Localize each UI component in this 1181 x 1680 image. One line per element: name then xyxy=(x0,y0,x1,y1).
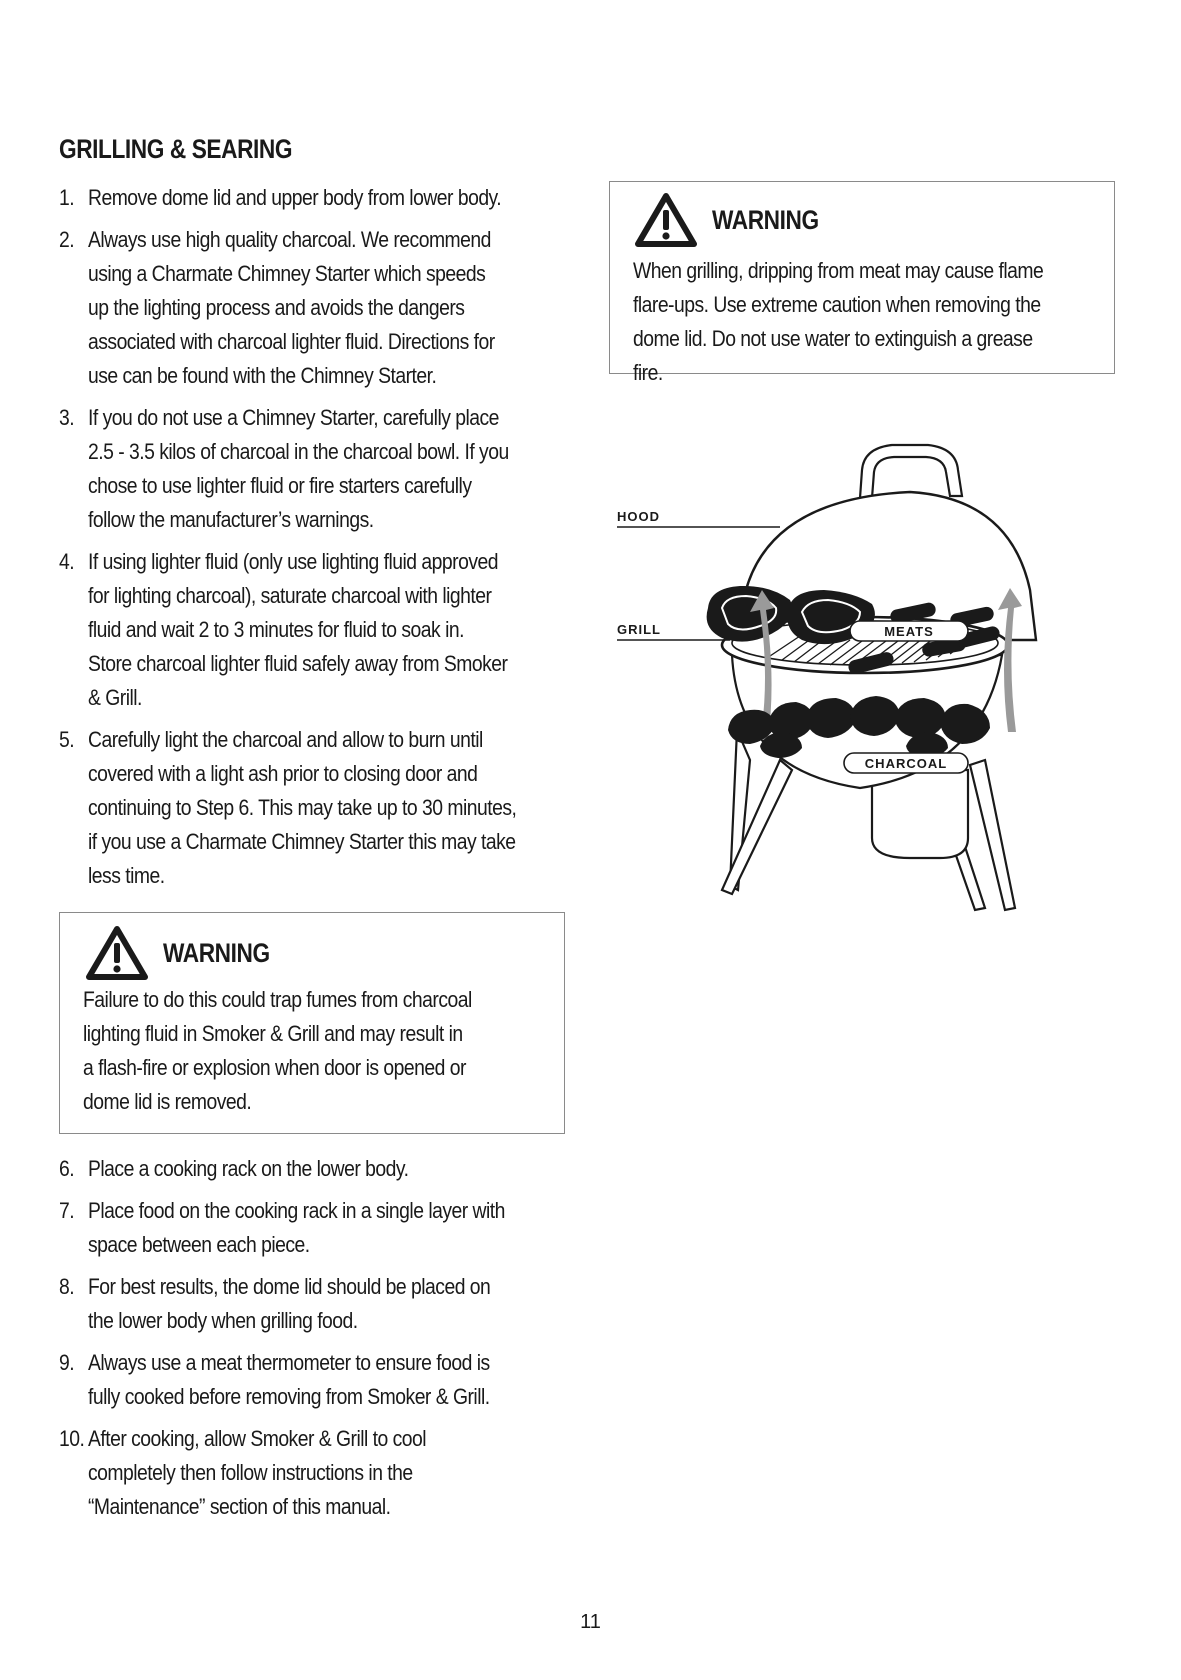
list-item-number: 8. xyxy=(59,1274,75,1299)
hood-label: HOOD xyxy=(617,509,660,524)
list-item-number: 10. xyxy=(59,1426,85,1451)
lid-handle-icon xyxy=(860,445,962,498)
meats-label: MEATS xyxy=(884,624,934,639)
list-item-number: 5. xyxy=(59,727,75,752)
list-item xyxy=(59,1422,599,1524)
page-number: 11 xyxy=(580,1611,601,1633)
list-item-number: 2. xyxy=(59,227,75,252)
grill-diagram xyxy=(610,440,1110,920)
warning-box-flare-ups xyxy=(609,181,1115,385)
list-item-text: Always use a meat thermometer to ensure food is fully cooked before removing from Smoker & Grill. xyxy=(88,1350,490,1409)
warning-title: WARNING xyxy=(163,937,270,968)
list-item-text: Place a cooking rack on the lower body. xyxy=(88,1156,409,1181)
list-item-text: Remove dome lid and upper body from lower body. xyxy=(88,185,502,210)
warning-triangle-icon xyxy=(85,925,149,981)
instruction-list-part-1 xyxy=(59,181,599,901)
grill-label: GRILL xyxy=(617,622,661,637)
list-item xyxy=(59,181,599,215)
list-item xyxy=(59,223,599,393)
instruction-list-part-2 xyxy=(59,1152,599,1532)
list-item-number: 3. xyxy=(59,405,75,430)
list-item xyxy=(59,545,599,715)
charcoal-label: CHARCOAL xyxy=(864,756,948,771)
list-item xyxy=(59,401,599,537)
list-item-text: Place food on the cooking rack in a single layer with space between each piece. xyxy=(88,1198,505,1257)
list-item-text: Always use high quality charcoal. We recommend using a Charmate Chimney Starter which speeds up the lighting process and avoids the dangers associated with charcoal lighter fluid. Directions for use can be found with the Chimney Starter. xyxy=(88,227,495,388)
page-title: GRILLING & SEARING xyxy=(59,134,293,164)
list-item xyxy=(59,1152,599,1186)
list-item xyxy=(59,1194,599,1262)
list-item-text: For best results, the dome lid should be placed on the lower body when grilling food. xyxy=(88,1274,491,1333)
list-item-number: 7. xyxy=(59,1198,75,1223)
list-item xyxy=(59,1346,599,1414)
warning-text: When grilling, dripping from meat may cause flame flare-ups. Use extreme caution when removing the dome lid. Do not use water to extinguish a grease fire. xyxy=(633,258,1044,385)
warning-title: WARNING xyxy=(712,204,819,235)
list-item-number: 9. xyxy=(59,1350,75,1375)
list-item-text: If you do not use a Chimney Starter, carefully place 2.5 - 3.5 kilos of charcoal in the charcoal bowl. If you chose to use lighter fluid or fire starters carefully follow the manufacturer’s warnings. xyxy=(88,405,509,532)
list-item xyxy=(59,723,599,893)
list-item-text: If using lighter fluid (only use lighting fluid approved for lighting charcoal), saturate charcoal with lighter fluid and wait 2 to 3 minutes for fluid to soak in. Store charcoal lighter fluid safely away from Smoker & Grill. xyxy=(88,549,508,710)
warning-box-fumes xyxy=(59,912,565,1134)
list-item xyxy=(59,1270,599,1338)
warning-triangle-icon xyxy=(634,192,698,248)
list-item-number: 6. xyxy=(59,1156,75,1181)
warning-text: Failure to do this could trap fumes from charcoal lighting fluid in Smoker & Grill and may result in a flash-fire or explosion when door is opened or dome lid is removed. xyxy=(83,987,472,1114)
list-item-text: After cooking, allow Smoker & Grill to cool completely then follow instructions in the “Maintenance” section of this manual. xyxy=(88,1426,427,1519)
list-item-text: Carefully light the charcoal and allow to burn until covered with a light ash prior to closing door and continuing to Step 6. This may take up to 30 minutes, if you use a Charmate Chimney Starter this may take less time. xyxy=(88,727,517,888)
list-item-number: 4. xyxy=(59,549,75,574)
list-item-number: 1. xyxy=(59,185,75,210)
